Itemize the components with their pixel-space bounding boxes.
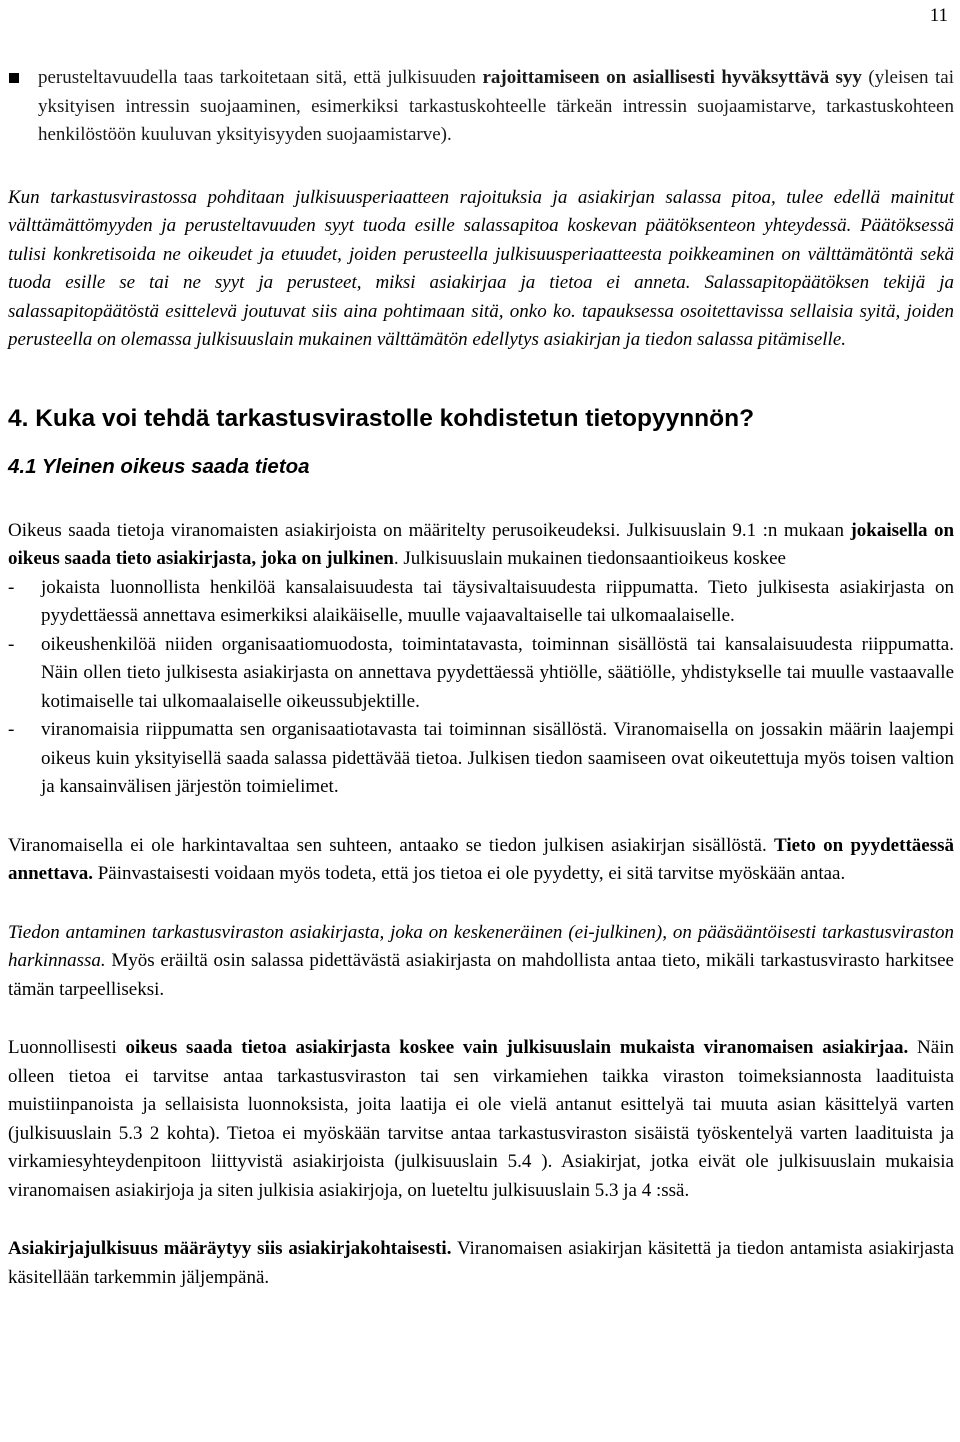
bullet-bold-text: rajoittamiseen on asiallisesti hyväksyttävä syy: [482, 67, 862, 88]
paragraph-text-end: . Julkisuuslain mukainen tiedonsaantioikeus koskee: [393, 548, 786, 569]
paragraph-bold-text: jokaisella on oikeus saada tieto asiakirjasta, joka on julkinen: [8, 519, 955, 569]
paragraph-bold-text: Asiakirjajulkisuus määräytyy siis asiakirjakohtaisesti.: [8, 1238, 452, 1259]
list-item: [8, 574, 954, 631]
italic-paragraph: Kun tarkastusvirastossa pohditaan julkisuusperiaatteen rajoituksia ja asiakirjan salassa pitoa, tulee edellä mainitut välttämättömyyden ja perusteltavuuden syyt tuoda esille salassapitoa koskevan päätöksenteon yhteydessä. Päätöksessä tulisi konkretisoida ne oikeudet ja etuudet, joiden perusteella julkisuusperiaatteesta poikkeaminen on välttämätöntä sekä tuoda esille se tai ne syyt ja perusteet, miksi asiakirjaa ja tietoa ei anneta. Salassapitopäätöksen tekijä ja salassapitopäätöstä esittelevä joutuvat siis aina pohtimaan sitä, onko ko. tapauksessa osoitettavissa sellaisia syitä, joiden perusteella on olemassa julkisuuslain mukainen välttämätön edellytys asiakirjan ja tiedon salassa pitämiselle.: [8, 186, 954, 350]
list-item-text: viranomaisia riippumatta sen organisaatiotavasta tai toiminnan sisällöstä. Viranomaisella on jossakin määrin laajempi oikeus kuin yksityisellä saada salassa pidettävää tietoa. Julkisen tiedon saamiseen ovat oikeutettuja myös toisen valtion ja kansainvälisen järjestön toimielimet.: [41, 719, 954, 797]
paragraph-text-end: Viranomaisen asiakirjan käsitettä ja tiedon antamista asiakirjasta käsitellään tarkemmin jäljempänä.: [8, 1238, 954, 1288]
list-item-text: oikeushenkilöä niiden organisaatiomuodosta, toimintatavasta, toiminnan sisällöstä tai kansalaisuudesta riippumatta. Näin ollen tieto julkisesta asiakirjasta on annettava pyydettäessä yhtiölle, säätiölle, yhdistykselle tai muulle vastaavalle kotimaiselle tai ulkomaalaiselle oikeussubjektille.: [41, 633, 954, 712]
paragraph-incomplete-documents: [8, 919, 954, 1005]
list-item: [8, 631, 954, 717]
dash-marker: -: [8, 719, 15, 740]
paragraph-official-documents: [8, 1034, 954, 1205]
paragraph-bold-text: Tieto on pyydettäessä annettava.: [8, 834, 954, 884]
list-item: [8, 716, 954, 802]
paragraph-italic-text: Tiedon antaminen tarkastusviraston asiakirjasta, joka on keskeneräinen (ei-julkinen), on pääsääntöisesti tarkastusviraston harkinnassa.: [8, 921, 954, 971]
paragraph-text: Viranomaisella ei ole harkintavaltaa sen suhteen, antaako se tiedon julkisen asiakirjan sisällöstä.: [8, 834, 775, 856]
paragraph-text-end: Myös eräiltä osin salassa pidettävästä asiakirjasta on mahdollista antaa tieto, mikäli tarkastusvirasto harkitsee tämän tarpeelliseksi.: [8, 950, 954, 1000]
dash-marker: -: [8, 633, 15, 655]
paragraph-text: Oikeus saada tietoja viranomaisten asiakirjoista on määritelty perusoikeudeksi. Julkisuuslain 9.1 :n mukaan: [8, 519, 851, 541]
paragraph-discretion: [8, 832, 954, 889]
bullet-item: [8, 64, 954, 150]
dash-list: [8, 574, 954, 802]
paragraph-right-to-information: [8, 517, 954, 574]
dash-marker: -: [8, 576, 15, 598]
square-bullet-icon: [9, 73, 19, 83]
section-heading: 4. Kuka voi tehdä tarkastusvirastolle kohdistetun tietopyynnön?: [8, 404, 755, 432]
document-body: [8, 64, 954, 1292]
list-item-text: jokaista luonnollista henkilöä kansalaisuudesta tai täysivaltaisuudesta riippumatta. Tieto julkisesta asiakirjasta on pyydettäessä annettava esimerkiksi alaikäiselle, muulle vajaavaltaiselle tai ulkomaalaiselle.: [41, 576, 954, 626]
paragraph-bold-text: oikeus saada tietoa asiakirjasta koskee vain julkisuuslain mukaista viranomaisen asiakirjaa.: [125, 1037, 909, 1058]
page-number: 11: [929, 5, 948, 26]
subsection-heading: 4.1 Yleinen oikeus saada tietoa: [8, 454, 310, 478]
bullet-text-end: (yleisen tai yksityisen intressin suojaaminen, esimerkiksi tarkastuskohteelle tärkeän intressin suojaamistarve, tarkastuskohteen henkilöstöön kuuluvan yksityisyyden suojaamistarve).: [38, 67, 954, 145]
paragraph-text: Luonnollisesti: [8, 1037, 126, 1058]
bullet-text: perusteltavuudella taas tarkoitetaan sitä, että julkisuuden: [38, 67, 483, 88]
paragraph-text-end: Päinvastaisesti voidaan myös todeta, että jos tietoa ei ole pyydetty, ei sitä tarvitse myöskään antaa.: [92, 863, 846, 884]
paragraph-document-specific: [8, 1235, 954, 1292]
paragraph-text-end: Näin olleen tietoa ei tarvitse antaa tarkastusviraston tai sen virkamiehen taikka viraston toimeksiannosta laadituista muistiinpanoista ja sellaisista luonnoksista, joita laatija ei ole vielä antanut esittelyä tai muuta asian käsittelyä varten (julkisuuslain 5.3 2 kohta). Tietoa ei myöskään tarvitse antaa tarkastusviraston sisäistä työskentelyä varten laadituista ja virkamiesyhteydenpitoon liittyvistä asiakirjoista (julkisuuslain 5.4 ). Asiakirjat, jotka eivät ole julkisuuslain mukaisia viranomaisen asiakirjoja ja siten julkisia asiakirjoja, on lueteltu julkisuuslain 5.3 ja 4 :ssä.: [8, 1037, 954, 1201]
